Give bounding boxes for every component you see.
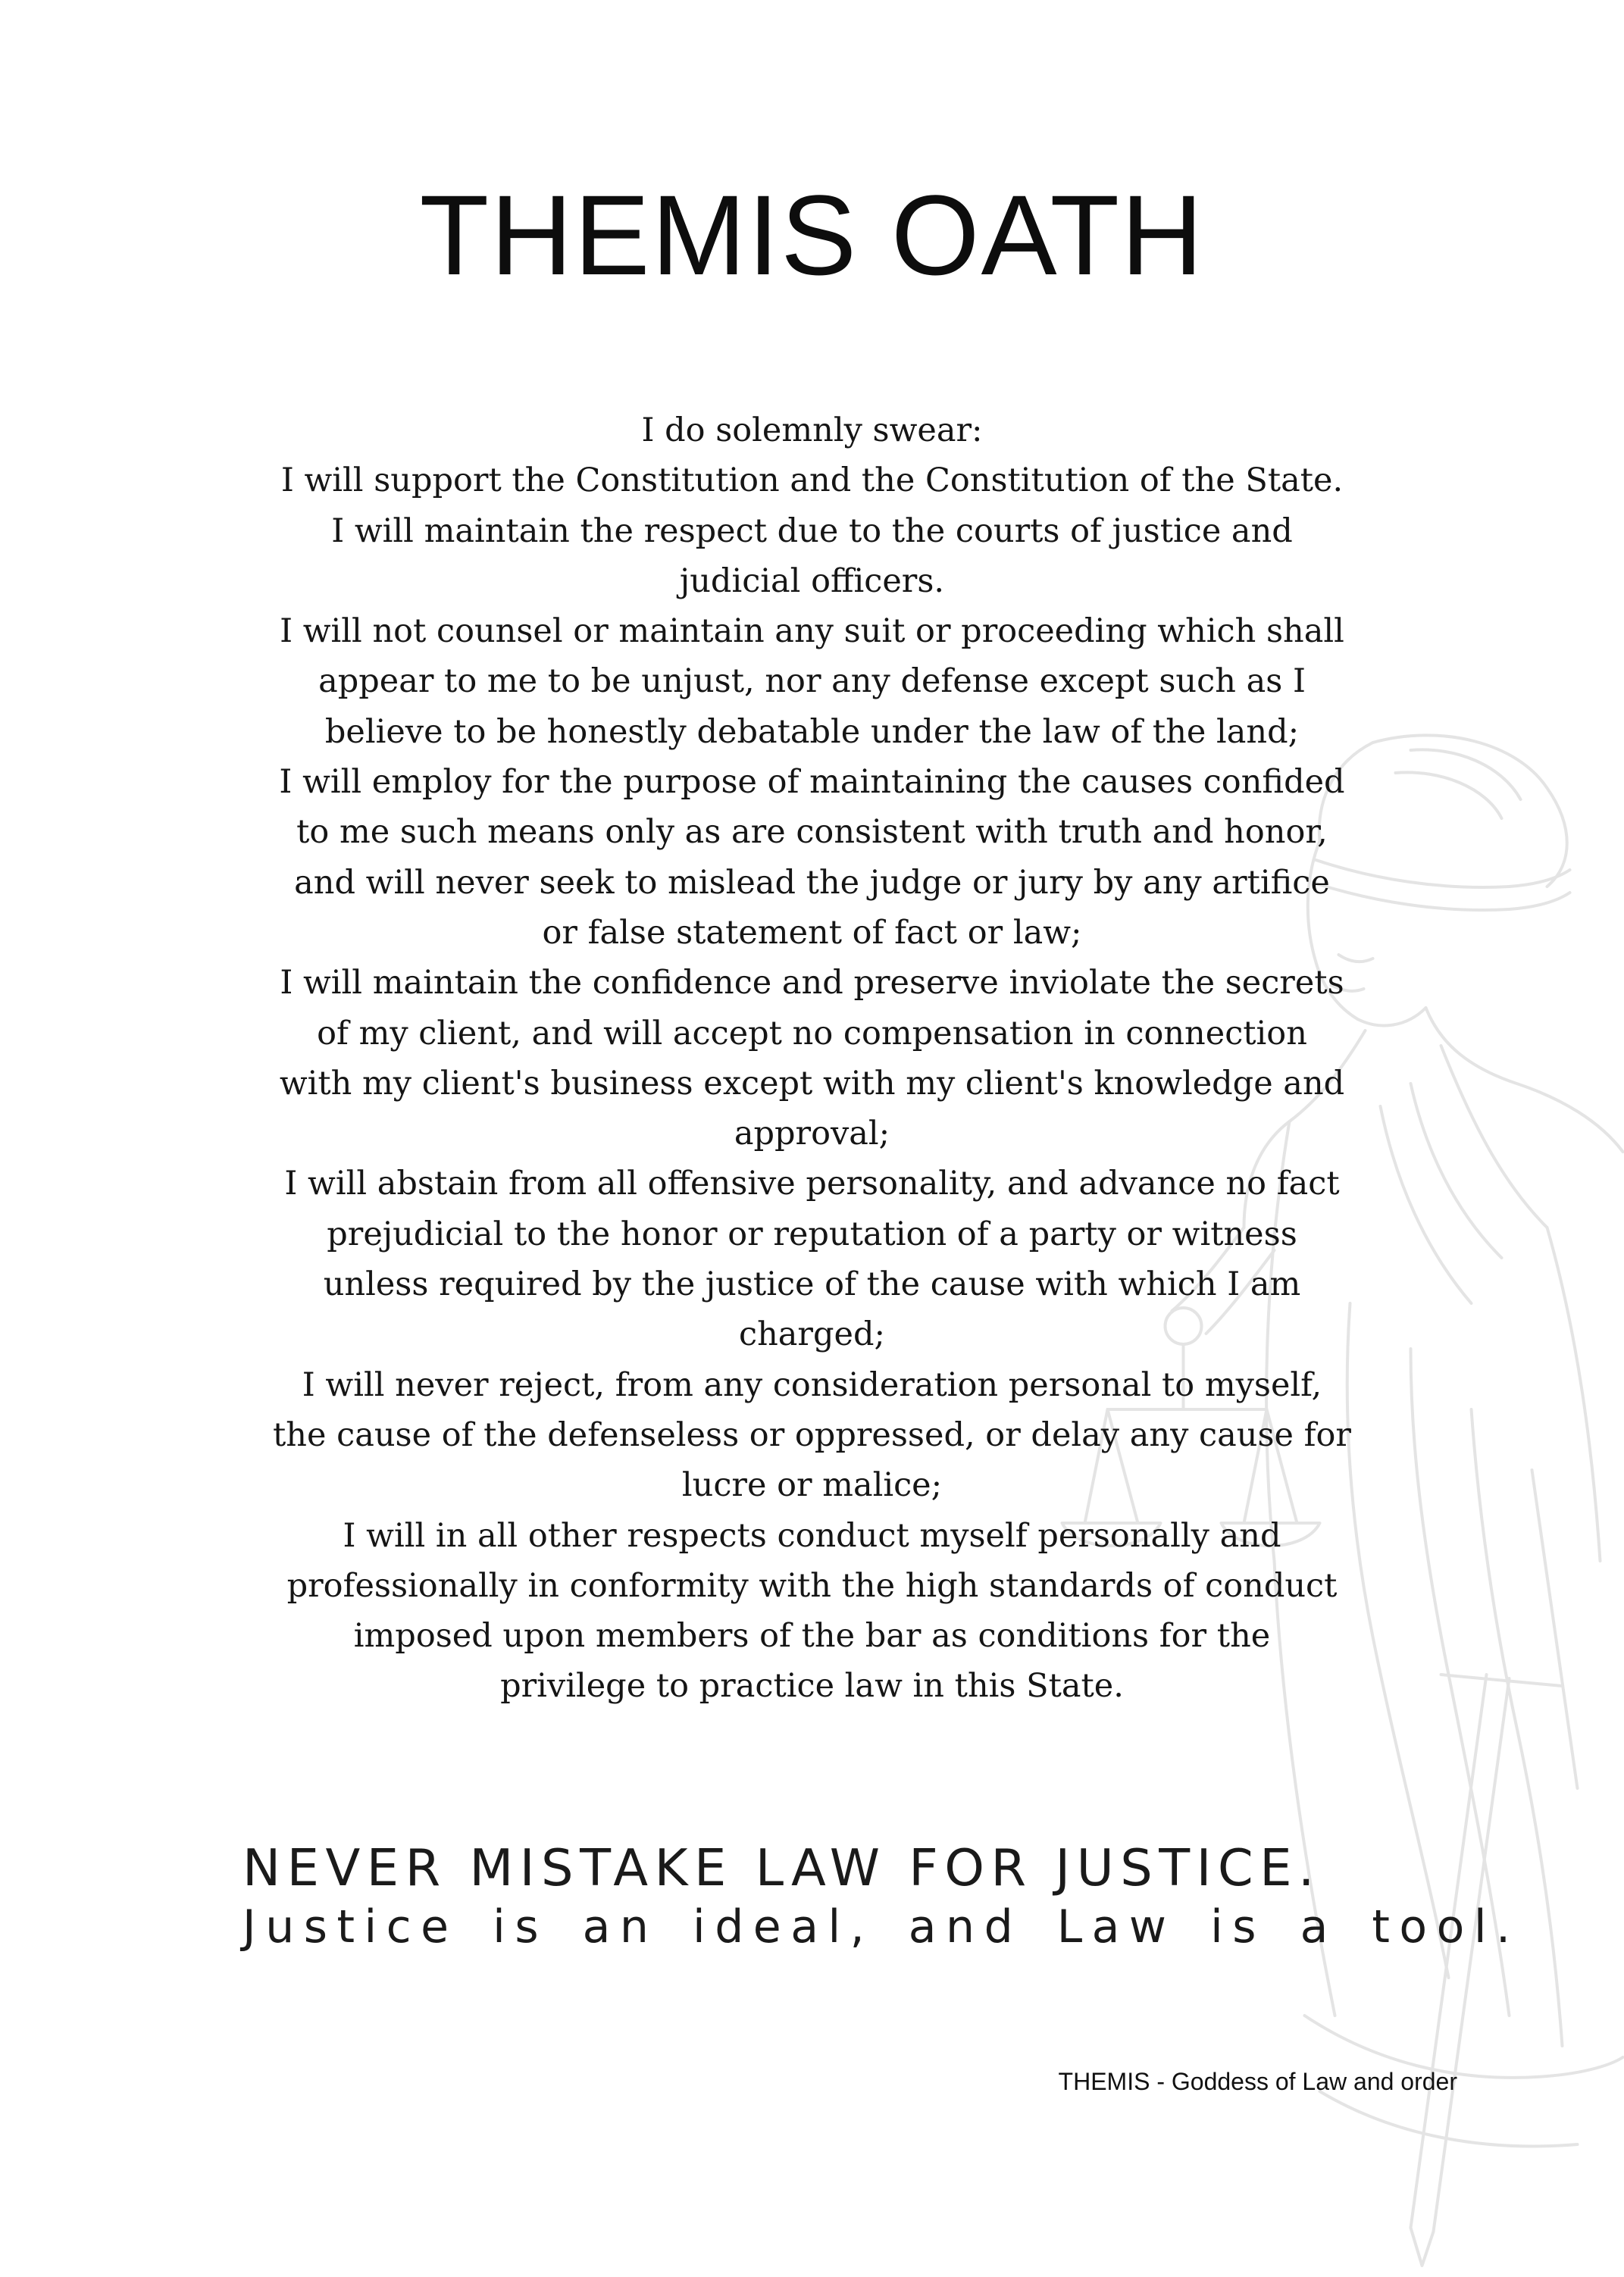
oath-line: I will support the Constitution and the Constitution of the State. (280, 461, 1344, 500)
oath-line: I will in all other respects conduct myself personally and (343, 1516, 1281, 1555)
oath-line: I do solemnly swear: (641, 411, 983, 449)
oath-line: charged; (739, 1315, 885, 1354)
oath-line: the cause of the defenseless or oppressed, or delay any cause for (273, 1415, 1351, 1454)
oath-line: I will employ for the purpose of maintaining the causes confided (279, 763, 1345, 802)
oath-line: imposed upon members of the bar as conditions for the (353, 1617, 1271, 1656)
oath-line: judicial officers. (679, 561, 945, 600)
oath-line: privilege to practice law in this State. (500, 1667, 1124, 1706)
oath-line: to me such means only as are consistent with truth and honor, (296, 813, 1328, 852)
oath-line: professionally in conformity with the high standards of conduct (286, 1566, 1338, 1605)
oath-line: of my client, and will accept no compensation in connection (317, 1014, 1307, 1052)
oath-line: unless required by the justice of the cause with which I am (323, 1265, 1301, 1304)
oath-line: I will abstain from all offensive personality, and advance no fact (284, 1165, 1340, 1203)
oath-text (227, 405, 1397, 1712)
oath-line: I will maintain the confidence and preserve inviolate the secrets (280, 964, 1344, 1002)
motto-main: NEVER MISTAKE LAW FOR JUSTICE. (243, 1838, 1321, 1897)
page-title: THEMIS OATH (419, 171, 1205, 299)
oath-line: approval; (734, 1115, 890, 1153)
oath-line: lucre or malice; (681, 1466, 943, 1505)
caption: THEMIS - Goddess of Law and order (1058, 2068, 1457, 2095)
oath-line: and will never seek to mislead the judge or jury by any artifice (294, 863, 1330, 902)
oath-line: believe to be honestly debatable under the law of the land; (324, 712, 1300, 751)
oath-line: I will never reject, from any consideration personal to myself, (302, 1365, 1322, 1404)
oath-line: I will maintain the respect due to the courts of justice and (331, 511, 1293, 550)
oath-line: appear to me to be unjust, nor any defense except such as I (318, 662, 1306, 701)
oath-line: with my client's business except with my client's knowledge and (279, 1064, 1345, 1103)
oath-line: I will not counsel or maintain any suit or proceeding which shall (280, 612, 1344, 651)
oath-line: or false statement of fact or law; (542, 913, 1082, 952)
motto (243, 1838, 1520, 1956)
motto-sub: Justice is an ideal, and Law is a tool. (243, 1900, 1520, 1953)
oath-line: prejudicial to the honor or reputation of a party or witness (327, 1215, 1297, 1253)
